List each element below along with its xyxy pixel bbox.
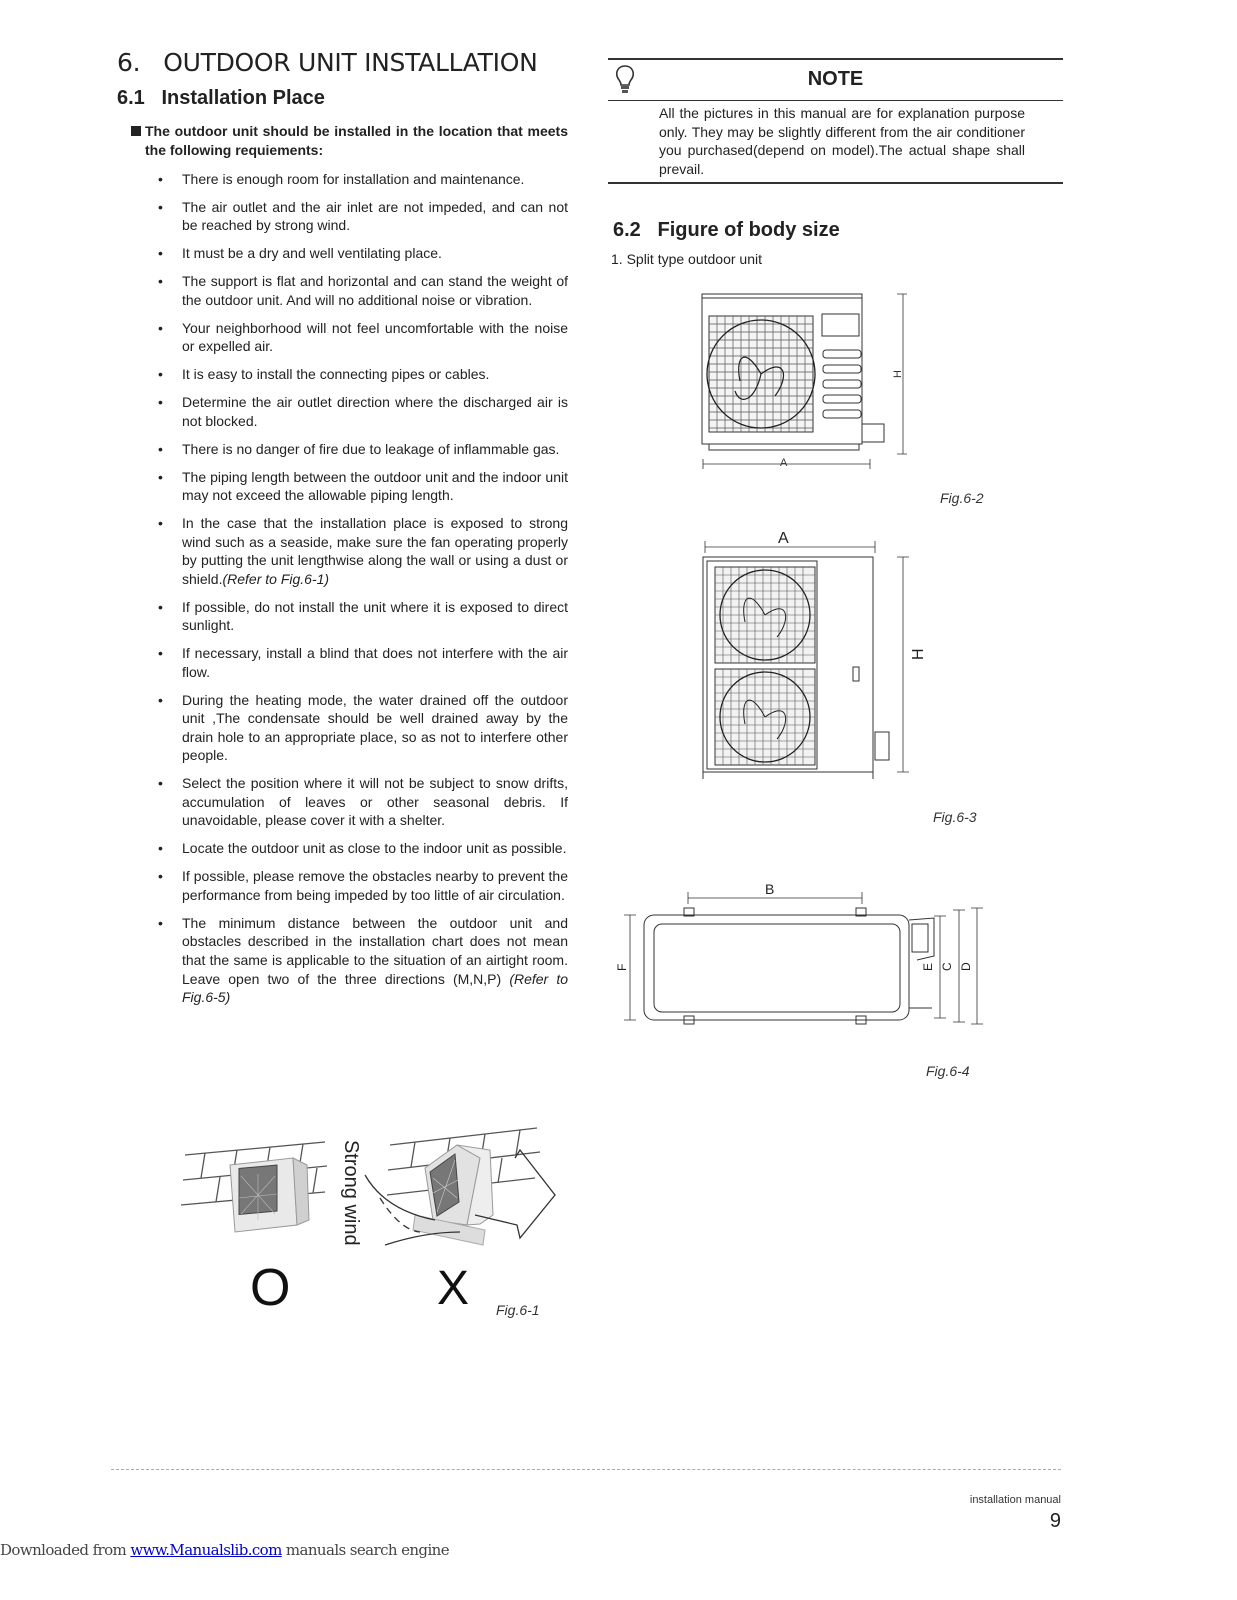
list-item	[155, 170, 568, 189]
subsection-title-text: Figure of body size	[657, 219, 840, 241]
list-item-text: Select the position where it will not be subject to snow drifts, accumulation of leaves or other seasonal debris. If unavoidable, please cover it with a shelter.	[182, 775, 568, 829]
list-item-text: Determine the air outlet direction where the discharged air is not blocked.	[182, 394, 568, 429]
note-title: NOTE	[807, 68, 864, 90]
section-number: 6.	[117, 48, 141, 77]
list-item	[155, 598, 568, 635]
item-split-type: 1. Split type outdoor unit	[611, 251, 762, 267]
subsection-6-2-title	[613, 219, 840, 242]
list-item	[155, 319, 568, 356]
label-d: D	[959, 962, 973, 971]
label-a: A	[780, 457, 788, 469]
section-title-text: OUTDOOR UNIT INSTALLATION	[163, 48, 538, 77]
list-item-text: Your neighborhood will not feel uncomfortable with the noise or expelled air.	[182, 319, 568, 355]
intro-paragraph	[131, 122, 568, 160]
right-outdoor-unit	[425, 1145, 493, 1225]
list-item-text: If necessary, install a blind that does not interfere with the air flow.	[182, 645, 568, 680]
label-b: B	[765, 881, 775, 897]
download-prefix: Downloaded from	[0, 1541, 131, 1559]
list-item	[155, 440, 568, 459]
ok-mark: O	[250, 1259, 291, 1317]
subsection-number: 6.1	[117, 87, 145, 109]
download-banner	[0, 1541, 449, 1559]
list-item-text: The piping length between the outdoor unit and the indoor unit may not exceed the allowable piping length.	[182, 468, 568, 504]
label-e: E	[921, 962, 935, 971]
list-item-text: In the case that the installation place is exposed to strong wind such as a seaside, make sure the fan operating properly by putting the unit lengthwise along the wall or using a dust or shield.	[182, 514, 568, 587]
fig-6-4-caption: Fig.6-4	[926, 1063, 970, 1079]
list-item-text: If possible, do not install the unit where it is exposed to direct sunlight.	[182, 598, 568, 634]
list-item-text: During the heating mode, the water drained off the outdoor unit ,The condensate should be well drained away by the drain hole to an appropriate place, so as not to interfere other people.	[182, 691, 568, 764]
list-item	[155, 244, 568, 263]
manualslib-link[interactable]: www.Manualslib.com	[130, 1541, 282, 1559]
list-item-text: There is enough room for installation and maintenance.	[182, 171, 525, 187]
fig-6-4-drawing	[612, 878, 987, 1028]
fig-6-2-caption: Fig.6-2	[940, 490, 984, 506]
list-item	[155, 365, 568, 384]
list-item-text: There is no danger of fire due to leakage of inflammable gas.	[182, 440, 560, 457]
list-item	[155, 514, 568, 588]
strong-wind-label: Strong wind	[340, 1140, 362, 1246]
list-item	[155, 644, 568, 681]
fig-6-3-drawing	[695, 527, 935, 782]
label-a: A	[778, 530, 789, 547]
label-h: H	[892, 370, 904, 378]
list-item	[155, 839, 568, 858]
section-title	[117, 48, 537, 77]
list-item	[155, 867, 568, 904]
note-top-rule	[608, 58, 1063, 60]
note-bottom-rule	[608, 182, 1063, 184]
subsection-6-1-title	[117, 87, 325, 110]
note-text: All the pictures in this manual are for explanation purpose only. They may be slightly different from the air conditioner you purchased(depend on model).The actual shape shall prevail.	[659, 105, 1025, 177]
list-item-text: The air outlet and the air inlet are not impeded, and can not be reached by strong wind.	[182, 198, 568, 234]
left-outdoor-unit	[230, 1158, 309, 1232]
ng-mark: X	[437, 1262, 470, 1315]
list-item-text: It must be a dry and well ventilating place.	[182, 245, 442, 262]
square-bullet-icon	[131, 126, 141, 136]
figure-reference: (Refer to Fig.6-1)	[222, 570, 330, 587]
list-item-text: The minimum distance between the outdoor unit and obstacles described in the installation chart does not mean that the same is applicable to the situation of an airtight room. Leave open two of the three directions (M,N,P)	[182, 914, 568, 987]
page-number: 9	[1049, 1510, 1061, 1532]
fig-6-2-drawing	[695, 286, 915, 476]
list-item-text: If possible, please remove the obstacles nearby to prevent the performance from being impeded by too little of air circulation.	[182, 868, 568, 903]
subsection-title-text: Installation Place	[161, 87, 325, 109]
label-h: H	[910, 648, 927, 660]
figure-reference: (Refer to Fig.6-5)	[182, 970, 569, 1006]
fig-6-1-illustration	[175, 1120, 565, 1330]
requirements-list	[155, 170, 568, 1016]
intro-text: The outdoor unit should be installed in the location that meets the following requiements:	[145, 123, 568, 158]
list-item-text: The support is flat and horizontal and can stand the weight of the outdoor unit. And will no additional noise or vibration.	[182, 273, 568, 308]
list-item	[155, 393, 568, 430]
label-c: C	[940, 962, 954, 971]
fig-6-3-caption: Fig.6-3	[933, 809, 977, 825]
download-suffix: manuals search engine	[281, 1541, 449, 1559]
list-item	[155, 691, 568, 765]
list-item-text: Locate the outdoor unit as close to the indoor unit as possible.	[182, 840, 567, 857]
footer-doc-name: installation manual	[969, 1494, 1061, 1506]
subsection-number: 6.2	[613, 219, 641, 241]
list-item	[155, 774, 568, 830]
label-f: F	[615, 963, 629, 971]
footer-divider	[111, 1469, 1061, 1470]
dimension-lines	[897, 557, 909, 772]
note-middle-rule	[608, 100, 1063, 101]
fig-6-1-caption: Fig.6-1	[496, 1302, 540, 1318]
list-item	[155, 468, 568, 505]
list-item	[155, 914, 568, 1007]
list-item	[155, 272, 568, 309]
list-item	[155, 198, 568, 235]
list-item-text: It is easy to install the connecting pipes or cables.	[182, 366, 490, 383]
